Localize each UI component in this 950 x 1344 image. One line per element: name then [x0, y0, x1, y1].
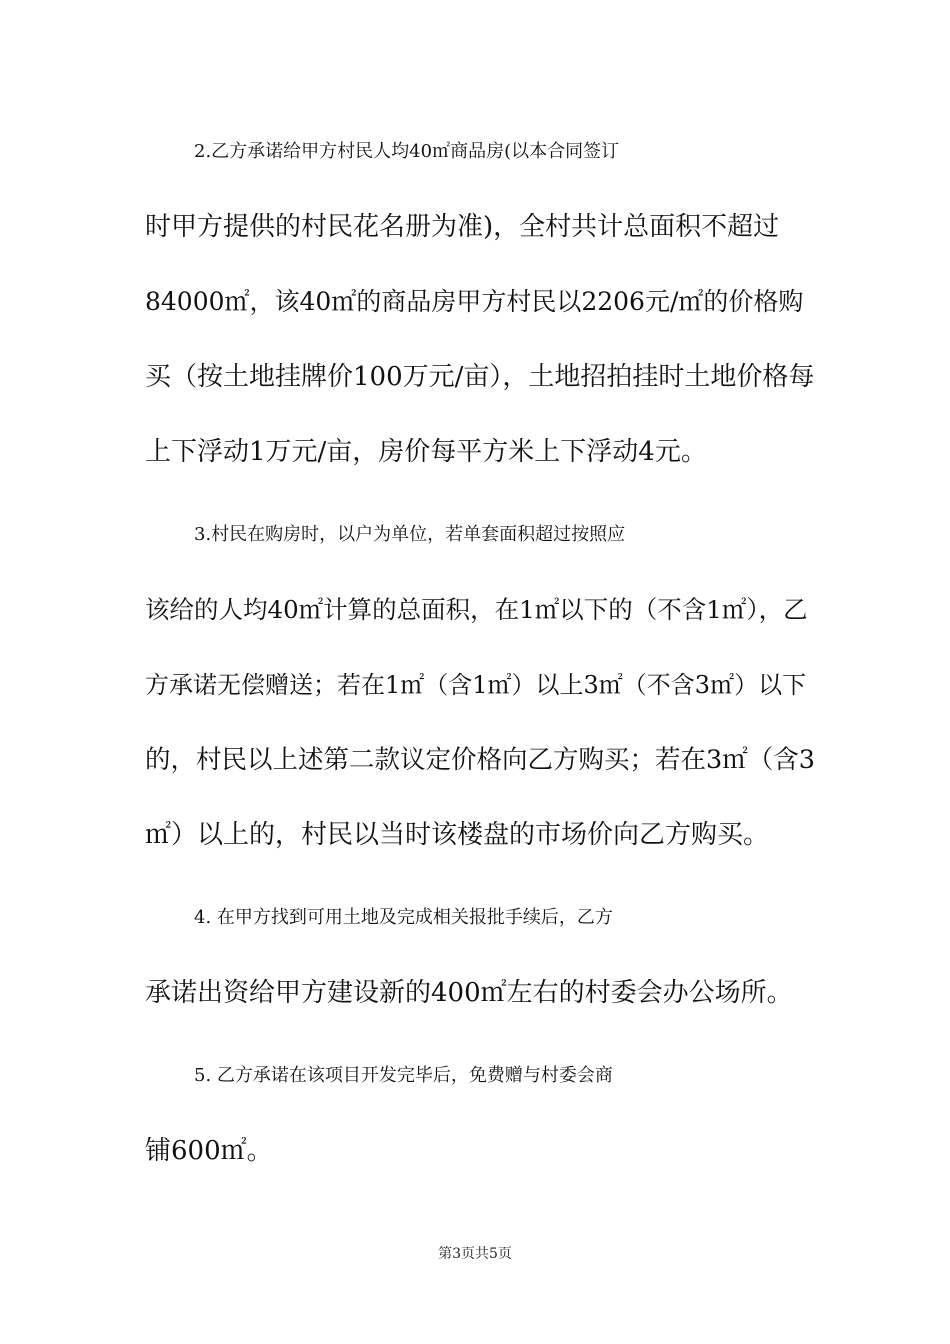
paragraph-3-line-4: 的，村民以上述第二款议定价格向乙方购买；若在3㎡（含3 [145, 745, 815, 775]
paragraph-3-line-1: 3.村民在购房时，以户为单位，若单套面积超过按照应 [194, 524, 626, 545]
paragraph-3-line-2: 该给的人均40㎡计算的总面积，在1㎡以下的（不含1㎡），乙 [145, 595, 808, 624]
paragraph-5-line-1: 5. 乙方承诺在该项目开发完毕后，免费赠与村委会商 [194, 1065, 613, 1086]
paragraph-2-line-2: 时甲方提供的村民花名册为准)，全村共计总面积不超过 [145, 212, 780, 242]
paragraph-2-line-5: 上下浮动1万元/亩，房价每平方米上下浮动4元。 [145, 437, 707, 467]
paragraph-4-line-1: 4. 在甲方找到可用土地及完成相关报批手续后，乙方 [194, 907, 613, 928]
paragraph-2-line-4: 买（按土地挂牌价100万元/亩），土地招拍挂时土地价格每 [145, 362, 815, 392]
paragraph-3-line-3: 方承诺无偿赠送；若在1㎡（含1㎡）以上3㎡（不含3㎡）以下 [145, 671, 807, 699]
paragraph-5-line-2: 铺600㎡。 [145, 1136, 273, 1166]
paragraph-4-line-2: 承诺出资给甲方建设新的400㎡左右的村委会办公场所。 [145, 978, 793, 1008]
page-number-footer: 第3页共5页 [438, 1246, 512, 1262]
paragraph-2-line-1: 2.乙方承诺给甲方村民人均40㎡商品房(以本合同签订 [194, 141, 620, 162]
paragraph-3-line-5: ㎡）以上的，村民以当时该楼盘的市场价向乙方购买。 [145, 820, 770, 850]
paragraph-2-line-3: 84000㎡，该40㎡的商品房甲方村民以2206元/㎡的价格购 [145, 287, 804, 316]
